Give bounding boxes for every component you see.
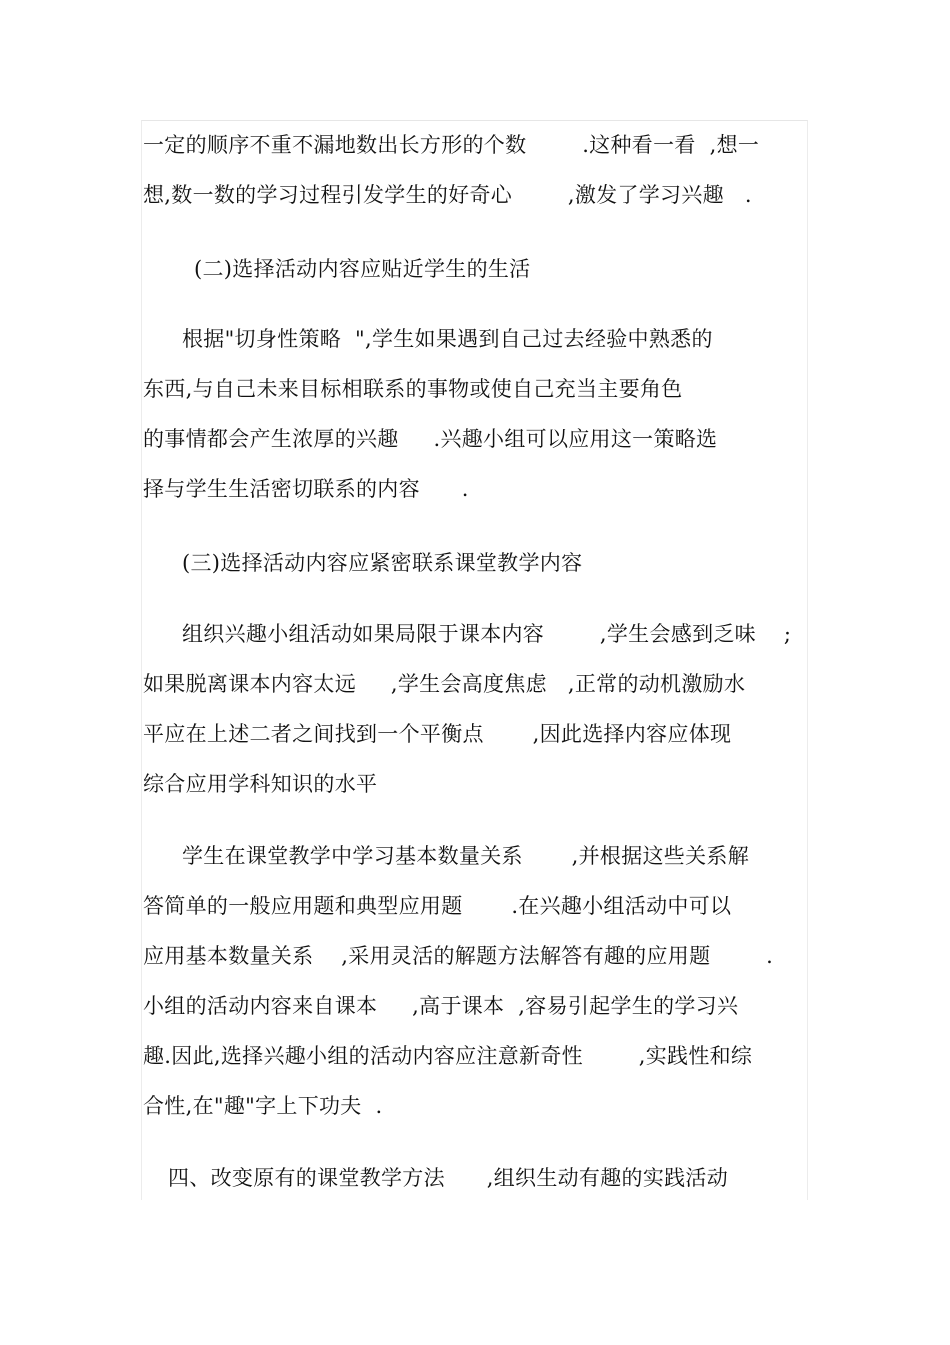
text-line-10: 如果脱离课本内容太远 ,学生会高度焦虑 ,正常的动机激励水 — [143, 672, 746, 696]
text-line-2: 想,数一数的学习过程引发学生的好奇心 ,激发了学习兴趣 . — [143, 183, 752, 207]
text-line-13: 学生在课堂教学中学习基本数量关系 ,并根据这些关系解 — [182, 844, 749, 868]
text-line-5: 东西,与自己未来目标相联系的事物或使自己充当主要角色 — [143, 377, 683, 401]
text-line-11: 平应在上述二者之间找到一个平衡点 ,因此选择内容应体现 — [143, 722, 732, 746]
text-line-17: 趣.因此,选择兴趣小组的活动内容应注意新奇性 ,实践性和综 — [143, 1044, 753, 1068]
section-heading-4: 四、改变原有的课堂教学方法 ,组织生动有趣的实践活动 — [168, 1166, 729, 1190]
section-heading-2: (二)选择活动内容应贴近学生的生活 — [194, 257, 531, 281]
section-heading-3: (三)选择活动内容应紧密联系课堂教学内容 — [182, 551, 583, 575]
text-line-7: 择与学生生活密切联系的内容 . — [143, 477, 469, 501]
text-line-14: 答简单的一般应用题和典型应用题 .在兴趣小组活动中可以 — [143, 894, 732, 918]
text-line-12: 综合应用学科知识的水平 — [143, 772, 378, 796]
text-line-15: 应用基本数量关系 ,采用灵活的解题方法解答有趣的应用题 . — [143, 944, 774, 968]
text-line-4: 根据"切身性策略 ",学生如果遇到自己过去经验中熟悉的 — [182, 327, 713, 351]
page-frame — [141, 120, 808, 1200]
text-line-18: 合性,在"趣"字上下功夫 . — [143, 1094, 383, 1118]
text-line-6: 的事情都会产生浓厚的兴趣 .兴趣小组可以应用这一策略选 — [143, 427, 718, 451]
text-line-16: 小组的活动内容来自课本 ,高于课本 ,容易引起学生的学习兴 — [143, 994, 739, 1018]
text-line-1: 一定的顺序不重不漏地数出长方形的个数 .这种看一看 ,想一 — [143, 133, 760, 157]
text-line-9: 组织兴趣小组活动如果局限于课本内容 ,学生会感到乏味 ; — [182, 622, 792, 646]
